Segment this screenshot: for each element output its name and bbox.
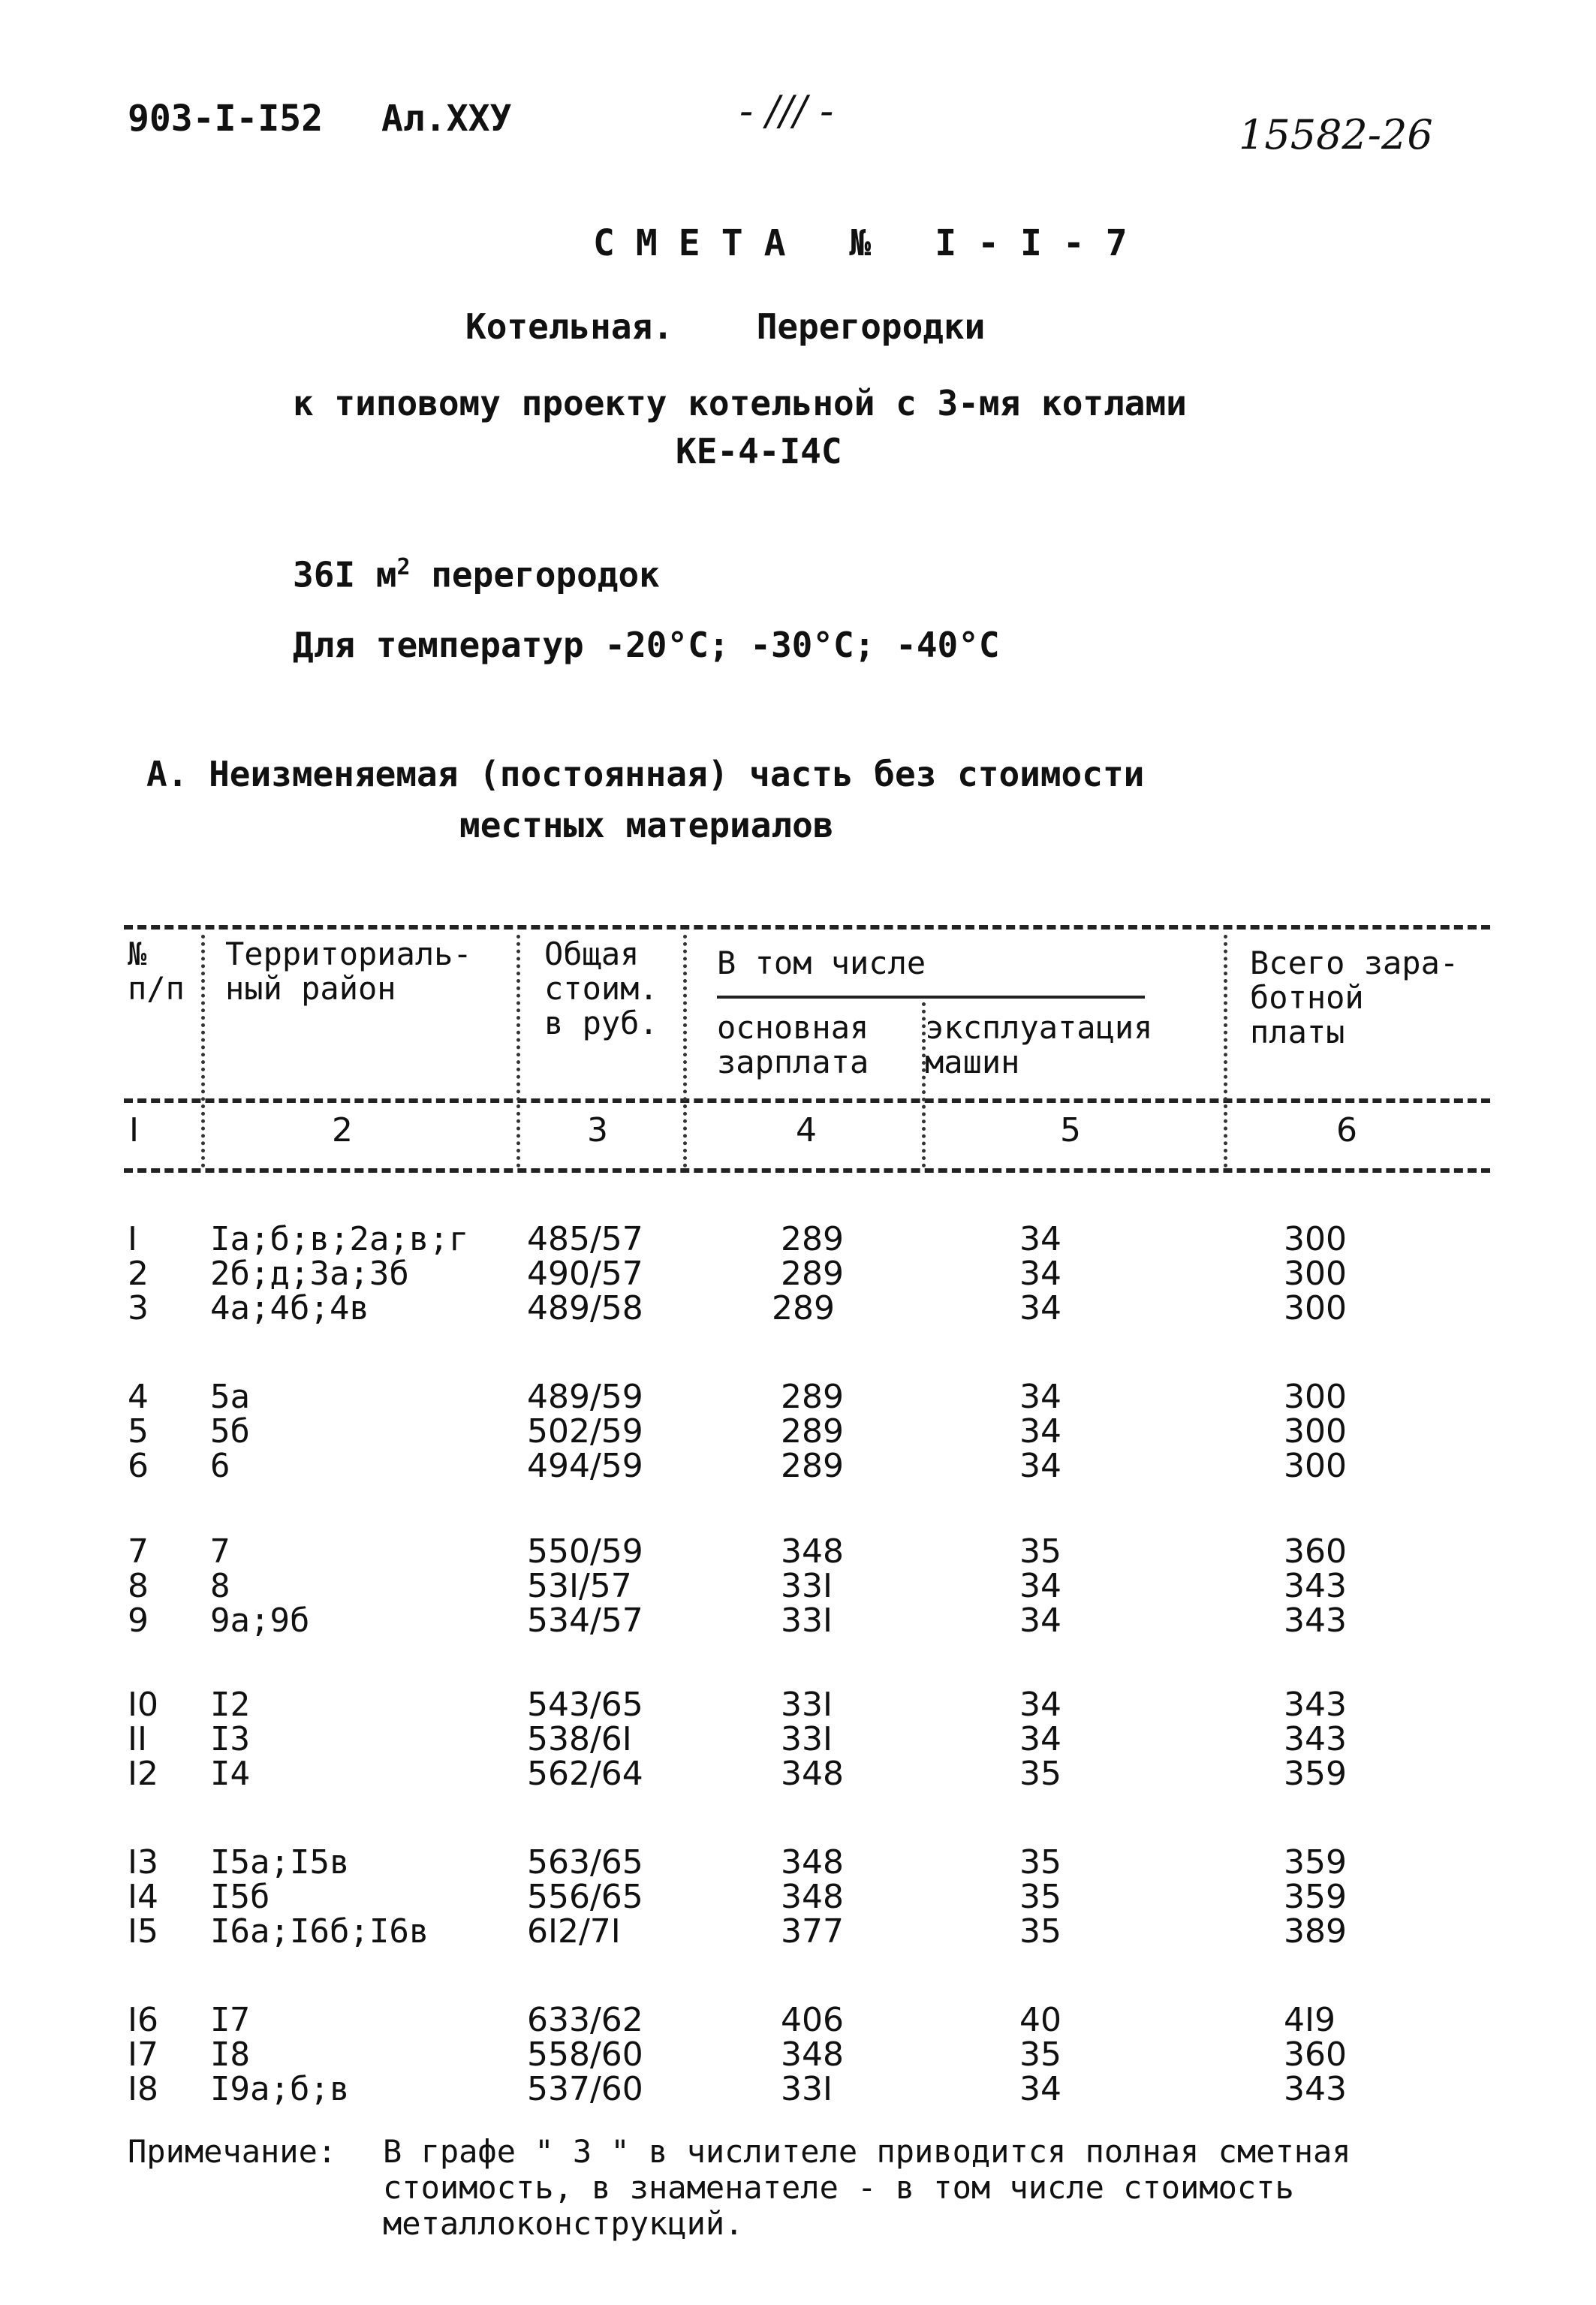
base-salary: 348 — [781, 2035, 844, 2074]
total-cost: 633/62 — [527, 2001, 643, 2039]
total-cost: 494/59 — [527, 1447, 643, 1485]
machine-operation: 34 — [1019, 2070, 1061, 2108]
total-cost: 502/59 — [527, 1412, 643, 1451]
machine-operation: 34 — [1019, 1289, 1061, 1327]
row-number: 4 — [128, 1378, 149, 1416]
row-number: 2 — [128, 1255, 149, 1293]
total-cost: 543/65 — [527, 1686, 643, 1724]
row-number: 8 — [128, 1567, 149, 1605]
total-cost: 6I2/7I — [527, 1912, 621, 1951]
district: 2б;д;3а;3б — [210, 1255, 409, 1293]
note-line-3: металлоконструкций. — [383, 2205, 744, 2242]
machine-operation: 35 — [1019, 2035, 1061, 2074]
row-number: I8 — [128, 2070, 158, 2108]
total-wages: 389 — [1284, 1912, 1347, 1951]
base-salary: 33I — [781, 2070, 833, 2108]
row-number: 5 — [128, 1412, 149, 1451]
page-number: - /// - — [739, 87, 834, 134]
total-wages: 343 — [1284, 1567, 1347, 1605]
row-number: I4 — [128, 1878, 158, 1916]
district: I4 — [210, 1755, 250, 1793]
album-number: Ал.XXУ — [381, 98, 512, 140]
col-divider-1 — [201, 935, 205, 1168]
district: 5б — [210, 1412, 250, 1451]
total-wages: 300 — [1284, 1412, 1347, 1451]
colnum-3: 3 — [587, 1111, 608, 1149]
header-total-cost: Общая стоим. в руб. — [544, 936, 658, 1041]
district: I8 — [210, 2035, 250, 2074]
total-wages: 360 — [1284, 1532, 1347, 1571]
note-label: Примечание: — [128, 2133, 337, 2170]
row-number: 3 — [128, 1289, 149, 1327]
total-cost: 537/60 — [527, 2070, 643, 2108]
colnum-bottom-rule — [124, 1168, 1490, 1173]
colnum-4: 4 — [796, 1111, 817, 1149]
total-wages: 300 — [1284, 1220, 1347, 1258]
row-number: 7 — [128, 1532, 149, 1571]
total-cost: 489/58 — [527, 1289, 643, 1327]
document-code: 903-I-I52 — [128, 98, 324, 140]
temperature-range: Для температур -20°С; -30°С; -40°С — [293, 625, 1000, 665]
machine-operation: 34 — [1019, 1220, 1061, 1258]
district: I3 — [210, 1720, 250, 1758]
note-line-1: В графе " 3 " в числителе приводится полная сметная — [383, 2133, 1351, 2170]
total-cost: 556/65 — [527, 1878, 643, 1916]
total-wages: 359 — [1284, 1843, 1347, 1882]
district: 6 — [210, 1447, 230, 1485]
row-number: I — [128, 1220, 137, 1258]
total-cost: 550/59 — [527, 1532, 643, 1571]
header-machine-operation: эксплуатация машин — [925, 1009, 1153, 1080]
base-salary: 289 — [781, 1220, 844, 1258]
total-wages: 300 — [1284, 1447, 1347, 1485]
area-unit-superscript: 2 — [396, 554, 411, 580]
total-cost: 53I/57 — [527, 1567, 632, 1605]
header-base-salary: основная зарплата — [717, 1009, 869, 1080]
object-name: Котельная. Перегородки — [465, 306, 986, 347]
district: 7 — [210, 1532, 230, 1571]
col-divider-2 — [516, 935, 520, 1168]
area-text: перегородок — [410, 554, 660, 595]
base-salary: 33I — [781, 1686, 833, 1724]
district: I7 — [210, 2001, 250, 2039]
district: 4а;4б;4в — [210, 1289, 369, 1327]
total-cost: 538/6I — [527, 1720, 632, 1758]
machine-operation: 34 — [1019, 1447, 1061, 1485]
machine-operation: 34 — [1019, 1378, 1061, 1416]
district: I6а;I6б;I6в — [210, 1912, 429, 1951]
project-line: к типовому проекту котельной с 3-мя котлами — [293, 383, 1187, 423]
district: I2 — [210, 1686, 250, 1724]
base-salary: 348 — [781, 1878, 844, 1916]
machine-operation: 40 — [1019, 2001, 1061, 2039]
district: 5а — [210, 1378, 250, 1416]
col-divider-3 — [683, 935, 687, 1168]
base-salary: 33I — [781, 1720, 833, 1758]
header-row-number: № п/п — [128, 936, 185, 1007]
base-salary: 289 — [781, 1378, 844, 1416]
inventory-number: 15582-26 — [1239, 111, 1433, 158]
row-number: I7 — [128, 2035, 158, 2074]
district: 9а;9б — [210, 1601, 310, 1640]
machine-operation: 35 — [1019, 1755, 1061, 1793]
machine-operation: 34 — [1019, 1567, 1061, 1605]
base-salary: 377 — [781, 1912, 844, 1951]
row-number: I6 — [128, 2001, 158, 2039]
subheader-rule — [717, 996, 1145, 999]
base-salary: 406 — [781, 2001, 844, 2039]
colnum-6: 6 — [1336, 1111, 1357, 1149]
district: Iа;б;в;2а;в;г — [210, 1220, 469, 1258]
base-salary: 348 — [781, 1755, 844, 1793]
total-cost: 563/65 — [527, 1843, 643, 1882]
machine-operation: 35 — [1019, 1878, 1061, 1916]
total-wages: 300 — [1284, 1289, 1347, 1327]
total-cost: 534/57 — [527, 1601, 643, 1640]
district: 8 — [210, 1567, 230, 1605]
machine-operation: 34 — [1019, 1720, 1061, 1758]
total-wages: 360 — [1284, 2035, 1347, 2074]
estimate-title: СМЕТА № I-I-7 — [593, 222, 1149, 264]
boiler-model: КЕ-4-I4С — [676, 431, 842, 472]
district: I5б — [210, 1878, 270, 1916]
row-number: I5 — [128, 1912, 158, 1951]
row-number: 6 — [128, 1447, 149, 1485]
table-top-rule — [124, 925, 1490, 930]
section-heading: А. Неизменяемая (постоянная) часть без стоимости — [146, 754, 1145, 794]
total-wages: 359 — [1284, 1755, 1347, 1793]
machine-operation: 35 — [1019, 1532, 1061, 1571]
base-salary: 289 — [781, 1255, 844, 1293]
machine-operation: 34 — [1019, 1412, 1061, 1451]
row-number: 9 — [128, 1601, 149, 1640]
machine-operation: 35 — [1019, 1912, 1061, 1951]
note-line-2: стоимость, в знаменателе - в том числе стоимость — [383, 2169, 1294, 2206]
header-including-group: В том числе — [717, 945, 926, 981]
colnum-2: 2 — [332, 1111, 353, 1149]
base-salary: 289 — [772, 1289, 835, 1327]
total-wages: 343 — [1284, 1686, 1347, 1724]
machine-operation: 34 — [1019, 1686, 1061, 1724]
colnum-1: I — [129, 1111, 139, 1149]
base-salary: 33I — [781, 1601, 833, 1640]
machine-operation: 34 — [1019, 1601, 1061, 1640]
machine-operation: 35 — [1019, 1843, 1061, 1882]
total-cost: 562/64 — [527, 1755, 643, 1793]
total-cost: 489/59 — [527, 1378, 643, 1416]
total-cost: 490/57 — [527, 1255, 643, 1293]
total-cost: 558/60 — [527, 2035, 643, 2074]
col-divider-5 — [1224, 935, 1227, 1168]
area-value: 36I м — [293, 554, 397, 595]
row-number: I3 — [128, 1843, 158, 1882]
total-wages: 4I9 — [1284, 2001, 1336, 2039]
row-number: I2 — [128, 1755, 158, 1793]
header-district: Территориаль- ный район — [225, 936, 472, 1007]
base-salary: 348 — [781, 1532, 844, 1571]
total-wages: 300 — [1284, 1255, 1347, 1293]
base-salary: 289 — [781, 1447, 844, 1485]
total-wages: 343 — [1284, 1720, 1347, 1758]
row-number: II — [128, 1720, 147, 1758]
base-salary: 348 — [781, 1843, 844, 1882]
row-number: I0 — [128, 1686, 158, 1724]
total-wages: 300 — [1284, 1378, 1347, 1416]
base-salary: 33I — [781, 1567, 833, 1605]
section-heading-cont: местных материалов — [459, 805, 834, 845]
base-salary: 289 — [781, 1412, 844, 1451]
total-wages: 343 — [1284, 1601, 1347, 1640]
total-wages: 343 — [1284, 2070, 1347, 2108]
district: I9а;б;в — [210, 2070, 350, 2108]
district: I5а;I5в — [210, 1843, 350, 1882]
total-cost: 485/57 — [527, 1220, 643, 1258]
header-total-wages: Всего зара- ботной платы — [1250, 945, 1459, 1050]
header-bottom-rule — [124, 1098, 1490, 1103]
total-wages: 359 — [1284, 1878, 1347, 1916]
machine-operation: 34 — [1019, 1255, 1061, 1293]
colnum-5: 5 — [1060, 1111, 1081, 1149]
partition-area — [293, 554, 660, 595]
